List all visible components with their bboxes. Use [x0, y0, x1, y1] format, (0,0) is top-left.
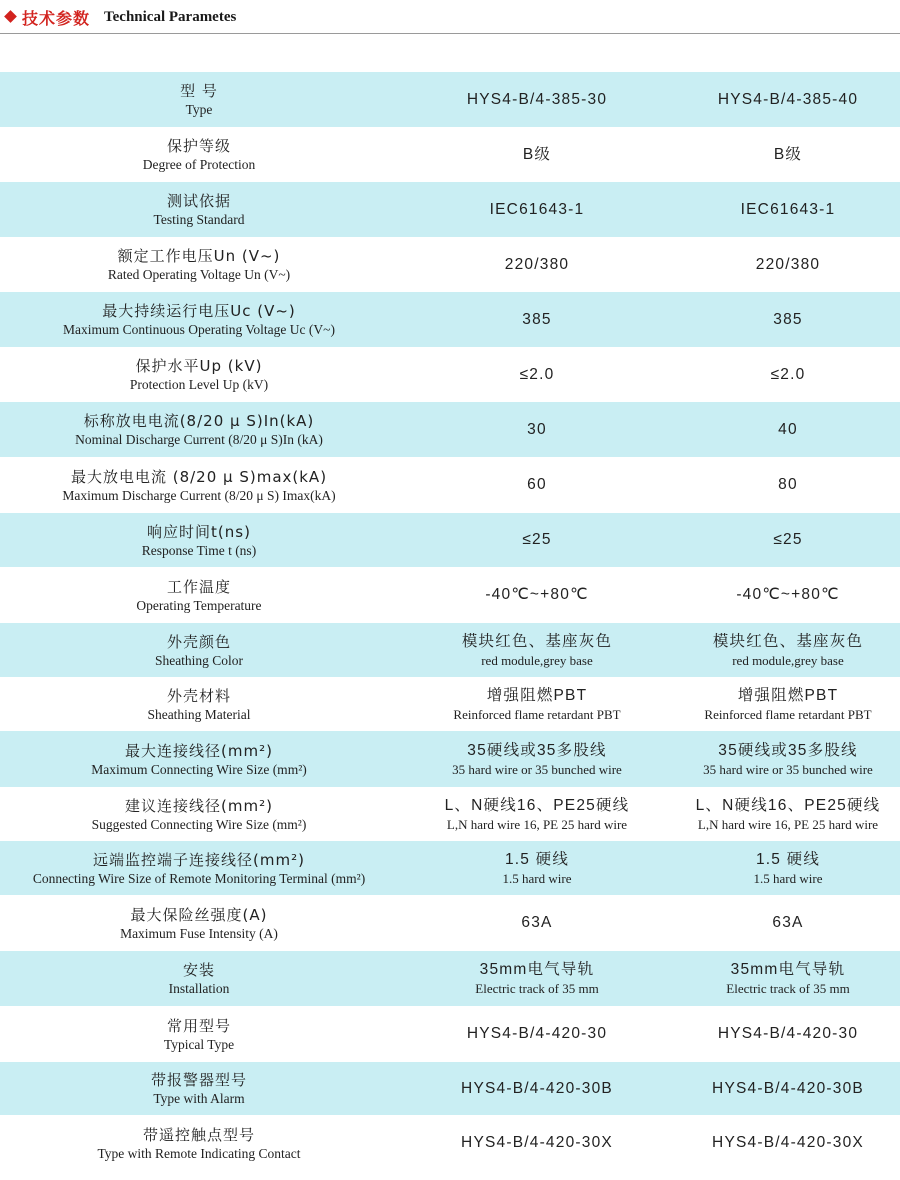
value-text-en: red module,grey base — [732, 652, 844, 668]
section-header — [0, 0, 900, 34]
table-row — [0, 237, 900, 292]
value-text: 增强阻燃PBT — [486, 686, 588, 704]
value-text: 385 — [773, 310, 803, 328]
parameter-name-cn: 外壳材料 — [166, 686, 231, 705]
value-cell-model-2 — [676, 850, 900, 887]
table-row — [0, 127, 900, 182]
value-text: ≤2.0 — [519, 365, 555, 383]
value-text: L、N硬线16、PE25硬线 — [695, 796, 881, 814]
parameter-name-cn: 常用型号 — [166, 1016, 231, 1035]
value-cell-model-1 — [398, 530, 676, 550]
parameter-name-cell — [0, 81, 398, 118]
value-cell-model-2 — [676, 255, 900, 275]
parameter-name-en: Type — [185, 102, 213, 117]
value-text: IEC61643-1 — [489, 200, 585, 218]
value-text: HYS4-B/4-420-30B — [461, 1079, 613, 1097]
parameter-name-en: Operating Temperature — [136, 597, 262, 613]
value-text: 35mm电气导轨 — [730, 961, 846, 978]
parameter-name-cell — [0, 356, 398, 393]
value-cell-model-1 — [398, 90, 676, 110]
spec-table — [0, 72, 900, 1171]
value-text: HYS4-B/4-385-40 — [717, 90, 859, 108]
table-row — [0, 1006, 900, 1062]
parameter-name-cell — [0, 522, 398, 559]
table-row — [0, 1115, 900, 1171]
parameter-name-en: Type with Remote Indicating Contact — [97, 1145, 301, 1161]
table-row — [0, 1062, 900, 1115]
parameter-name-cell — [0, 632, 398, 669]
table-row — [0, 182, 900, 237]
parameter-name-cell — [0, 577, 398, 614]
parameter-name-cell — [0, 136, 398, 173]
value-text: 1.5 硬线 — [755, 850, 821, 868]
parameter-name-en: Testing Standard — [153, 212, 245, 227]
value-text: 35硬线或35多股线 — [718, 741, 858, 759]
value-cell-model-1 — [398, 741, 676, 778]
value-text: -40℃~+80℃ — [485, 586, 589, 603]
parameter-name-cn: 带报警器型号 — [150, 1071, 247, 1089]
value-cell-model-1 — [398, 1079, 676, 1099]
parameter-name-cell — [0, 850, 398, 887]
value-cell-model-1 — [398, 585, 676, 605]
table-row — [0, 951, 900, 1006]
parameter-name-en: Installation — [168, 981, 230, 996]
value-text: 220/380 — [755, 255, 821, 273]
parameter-name-cell — [0, 301, 398, 338]
parameter-name-cell — [0, 467, 398, 504]
value-text: IEC61643-1 — [740, 200, 836, 218]
parameter-name-cn: 最大保险丝强度(A) — [130, 905, 268, 924]
table-row — [0, 677, 900, 731]
value-text-en: 1.5 hard wire — [502, 870, 572, 886]
value-text: ≤25 — [773, 531, 803, 548]
value-cell-model-2 — [676, 913, 900, 933]
parameter-name-cell — [0, 191, 398, 228]
table-row — [0, 402, 900, 457]
value-text: HYS4-B/4-420-30B — [712, 1079, 864, 1097]
value-text-en: Electric track of 35 mm — [726, 981, 850, 996]
value-text-en: L,N hard wire 16, PE 25 hard wire — [446, 816, 628, 832]
value-cell-model-1 — [398, 420, 676, 440]
parameter-name-en: Degree of Protection — [142, 157, 256, 172]
parameter-name-cn: 测试依据 — [166, 192, 231, 210]
parameter-name-cn: 外壳颜色 — [166, 632, 231, 651]
parameter-name-en: Maximum Connecting Wire Size (mm²) — [91, 761, 307, 777]
value-cell-model-1 — [398, 850, 676, 887]
parameter-name-cn: 安装 — [182, 961, 215, 979]
value-text: ≤2.0 — [770, 365, 806, 383]
value-cell-model-1 — [398, 1024, 676, 1044]
value-text: 40 — [778, 420, 798, 438]
parameter-name-cell — [0, 411, 398, 448]
parameter-name-en: Maximum Discharge Current (8/20 μ S) Imax(kA) — [62, 487, 336, 503]
value-text-en: Reinforced flame retardant PBT — [453, 706, 621, 722]
value-text: HYS4-B/4-420-30 — [466, 1025, 608, 1042]
value-text-en: Reinforced flame retardant PBT — [704, 706, 872, 722]
parameter-name-en: Sheathing Color — [154, 652, 244, 668]
value-text: L、N硬线16、PE25硬线 — [444, 796, 630, 814]
value-cell-model-2 — [676, 90, 900, 110]
table-row — [0, 567, 900, 623]
value-cell-model-1 — [398, 200, 676, 220]
value-cell-model-1 — [398, 796, 676, 833]
value-text: 模块红色、基座灰色 — [461, 632, 613, 650]
value-cell-model-2 — [676, 365, 900, 385]
parameter-name-en: Suggested Connecting Wire Size (mm²) — [91, 816, 307, 832]
parameter-name-en: Maximum Continuous Operating Voltage Uc (V~) — [63, 322, 335, 337]
value-text: 35mm电气导轨 — [479, 961, 595, 978]
value-text: 63A — [521, 914, 553, 931]
parameter-name-en: Typical Type — [163, 1036, 235, 1052]
value-cell-model-2 — [676, 960, 900, 997]
value-text: 80 — [778, 476, 798, 493]
value-cell-model-2 — [676, 741, 900, 778]
value-text: 模块红色、基座灰色 — [712, 632, 864, 650]
value-text: 增强阻燃PBT — [737, 686, 839, 704]
value-text: HYS4-B/4-420-30X — [461, 1134, 613, 1151]
value-cell-model-2 — [676, 585, 900, 605]
value-cell-model-1 — [398, 960, 676, 997]
value-cell-model-2 — [676, 686, 900, 723]
parameter-name-cell — [0, 905, 398, 942]
parameter-name-cn: 最大持续运行电压Uc (V~) — [102, 302, 296, 320]
parameter-name-cn: 标称放电电流(8/20 μ S)In(kA) — [83, 412, 315, 430]
parameter-name-en: Connecting Wire Size of Remote Monitoring Terminal (mm²) — [32, 870, 366, 886]
table-row — [0, 292, 900, 347]
table-row — [0, 457, 900, 513]
parameter-name-cn: 额定工作电压Un (V~) — [117, 247, 281, 265]
parameter-name-cn: 型 号 — [180, 82, 218, 100]
diamond-icon — [4, 10, 17, 23]
value-cell-model-1 — [398, 145, 676, 165]
parameter-name-cn: 建议连接线径(mm²) — [125, 796, 273, 815]
value-text: 63A — [772, 914, 804, 931]
section-title-en: Technical Parametes — [104, 9, 237, 25]
value-text: 35硬线或35多股线 — [467, 741, 607, 759]
value-cell-model-1 — [398, 310, 676, 330]
parameter-name-cell — [0, 796, 398, 833]
parameter-name-cell — [0, 246, 398, 283]
value-text-en: red module,grey base — [481, 652, 593, 668]
parameter-name-cn: 保护水平Up (kV) — [135, 357, 263, 375]
value-cell-model-2 — [676, 1024, 900, 1044]
parameter-name-cn: 响应时间t(ns) — [147, 522, 251, 541]
value-text: 60 — [527, 476, 547, 493]
value-cell-model-1 — [398, 913, 676, 933]
table-row — [0, 347, 900, 402]
table-row — [0, 895, 900, 951]
value-text: B级 — [522, 145, 552, 163]
table-row — [0, 731, 900, 787]
value-cell-model-1 — [398, 686, 676, 723]
parameter-name-en: Nominal Discharge Current (8/20 μ S)In (kA) — [75, 432, 323, 447]
value-text: B级 — [773, 145, 803, 163]
value-text-en: 35 hard wire or 35 bunched wire — [452, 761, 622, 777]
parameter-name-cn: 远端监控端子连接线径(mm²) — [93, 850, 305, 869]
value-text-en: Electric track of 35 mm — [475, 981, 599, 996]
value-text: 220/380 — [504, 255, 570, 273]
parameter-name-cn: 带遥控触点型号 — [142, 1125, 255, 1144]
parameter-name-cell — [0, 960, 398, 997]
value-cell-model-2 — [676, 310, 900, 330]
value-text: HYS4-B/4-420-30 — [717, 1025, 859, 1042]
table-row — [0, 513, 900, 567]
parameter-name-en: Response Time t (ns) — [141, 542, 257, 558]
table-row — [0, 841, 900, 895]
value-text: 385 — [522, 310, 552, 328]
table-row — [0, 623, 900, 677]
parameter-name-en: Protection Level Up (kV) — [129, 377, 269, 392]
value-cell-model-2 — [676, 1133, 900, 1153]
parameter-name-en: Maximum Fuse Intensity (A) — [120, 925, 278, 941]
parameter-name-cell — [0, 686, 398, 723]
value-text-en: L,N hard wire 16, PE 25 hard wire — [697, 816, 879, 832]
value-cell-model-2 — [676, 796, 900, 833]
value-text: ≤25 — [522, 531, 552, 548]
value-text-en: 35 hard wire or 35 bunched wire — [703, 761, 873, 777]
parameter-name-en: Type with Alarm — [153, 1091, 245, 1106]
value-cell-model-2 — [676, 475, 900, 495]
header-divider — [0, 33, 900, 34]
value-text: HYS4-B/4-385-30 — [466, 90, 608, 108]
value-cell-model-2 — [676, 420, 900, 440]
parameter-name-cell — [0, 1125, 398, 1162]
value-text: HYS4-B/4-420-30X — [712, 1134, 864, 1151]
value-cell-model-1 — [398, 632, 676, 669]
value-cell-model-1 — [398, 1133, 676, 1153]
parameter-name-cn: 最大连接线径(mm²) — [125, 741, 273, 760]
value-cell-model-2 — [676, 530, 900, 550]
value-cell-model-2 — [676, 200, 900, 220]
parameter-name-cn: 工作温度 — [166, 577, 231, 596]
value-cell-model-1 — [398, 475, 676, 495]
value-text: 1.5 硬线 — [504, 850, 570, 868]
value-text: -40℃~+80℃ — [736, 586, 840, 603]
parameter-name-cn: 保护等级 — [166, 137, 231, 155]
value-cell-model-2 — [676, 145, 900, 165]
parameter-name-cell — [0, 741, 398, 778]
parameter-name-cn: 最大放电电流 (8/20 μ S)max(kA) — [70, 467, 328, 486]
parameter-name-cell — [0, 1070, 398, 1107]
table-row — [0, 787, 900, 841]
value-cell-model-1 — [398, 365, 676, 385]
table-row — [0, 72, 900, 127]
value-cell-model-1 — [398, 255, 676, 275]
value-cell-model-2 — [676, 1079, 900, 1099]
value-cell-model-2 — [676, 632, 900, 669]
parameter-name-en: Sheathing Material — [147, 706, 251, 722]
parameter-name-en: Rated Operating Voltage Un (V~) — [107, 267, 291, 282]
parameter-name-cell — [0, 1016, 398, 1053]
value-text-en: 1.5 hard wire — [753, 870, 823, 886]
section-title-cn: 技术参数 — [22, 9, 91, 28]
value-text: 30 — [527, 420, 547, 438]
